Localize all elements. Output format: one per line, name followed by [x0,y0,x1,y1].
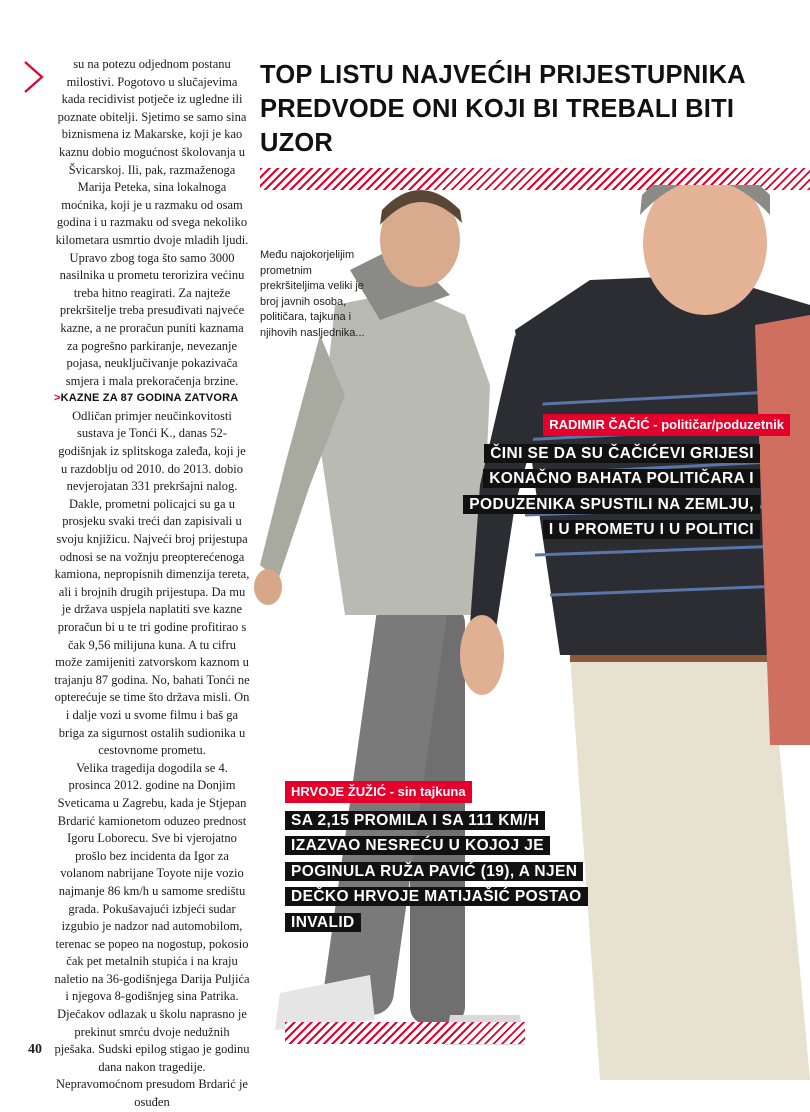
body-text-column [54,56,250,1112]
cacic-name-label: RADIMIR ČAČIĆ - političar/poduzetnik [543,414,790,436]
page-number: 40 [28,1042,42,1057]
body-paragraph: Odličan primjer neučinkovitosti sustava je Tonći K., danas 52-godišnjak iz splitskoga zaleđa, koji je u razdoblju od 2010. do 2013. dobio nevjerojatan 331 prekršajni nalog. Dakle, prometni policajci su ga u prosjeku svaki treći dan zapisivali u svoju knjižicu. Najveći broj prijestupa odnosi se na vožnju preopterećenoga kamiona, nepropisnih dimenzija tereta, ali i brojnih drugih prijestupa. Da mu je država uspjela naplatiti sve kazne proračun bi u te tri godine profitirao s čak 9,56 milijuna kuna. A tu cifru može zamijeniti zatvorskom kaznom u trajanju 87 godina. No, bahati Tonći ne opterećuje se time što država misli. On i dalje vozi u svome filmu i baš ga briga za sigurnost ostalih sudionika u cestovnome prometu. [54,408,250,758]
zuzic-name-label: HRVOJE ŽUŽIĆ - sin tajkuna [285,781,472,803]
older-man-figure [460,185,810,1080]
headline: TOP LISTU NAJVEĆIH PRIJESTUPNIKA PREDVODE ONI KOJI BI TREBALI BITI UZOR [260,61,745,157]
cacic-quote-text: ČINI SE DA SU ČAČIĆEVI GRIJESI KONAČNO BAHATA POLITIČARA I PODUZENIKA SPUSTILI NA ZEMLJU, I U PROMETU I U POLITICI [463,444,760,539]
subheading [54,390,250,408]
subheading-text: KAZNE ZA 87 GODINA ZATVORA [60,392,239,405]
chevron-right-icon [22,60,46,94]
zuzic-quote-text: SA 2,15 PROMILA I SA 111 KM/H IZAZVAO NESREĆU U KOJOJ JE POGINULA RUŽA PAVIĆ (19), A NJEN DEČKO HRVOJE MATIJAŠIĆ POSTAO INVALID [285,811,588,932]
intro-caption: Među najokorjelijim prometnim prekršiteljima veliki je broj javnih osoba, političara, tajkuna i njihovih nasljednika... [260,249,365,339]
body-paragraph: su na potezu odjednom postanu milostivi. Pogotovo u slučajevima kada recidivist potječe iz ugledne ili poznate obitelji. Sjetimo se samo sina biznismena iz Makarske, koji je kao kaznu dobio mogućnost školovanja u Švicarskoj. Ili, pak, razmaženoga Marija Peteka, sina lokalnoga moćnika, koji je u razmaku od osam godina i u razmaku od svega nekoliko kilometara usmrtio dvoje mladih ljudi. Upravo zbog toga što samo 3000 nasilnika u prometu terorizira većinu treba hitno reagirati. Za najteže prekršitelje treba presuđivati najveće kazne, a ne proračun puniti kaznama za pogrešno parkiranje, nevezanje pojasa, neuključivanje pokazivača smjera i mala prekoračenja brzine. [55,57,249,388]
body-paragraph: Velika tragedija dogodila se 4. prosinca 2012. godine na Donjim Sveticama u Zagrebu, kada je Stjepan Brdarić kamionetom oduzeo prednost Igoru Loborecu. Sve bi vjerojatno prošlo bez incidenta da Igor za volanom nabrijane Toyote nije vozio najmanje 86 km/h u samome središtu grada. Pokušavajući izbjeći sudar izgubio je nadzor nad automobilom, terenac se popeo na nogostup, pokosio čak pet metalnih stupića i na kraju naletio na 36-godišnjega Darija Puljića i njegova 8-godišnjeg sina Patrika. Dječakov odlazak u školu naprasno je prekinut smrću dvoje nedužnih pješaka. Sudski epilog stigao je godinu dana nakon tragedije. Nepravomoćnom presudom Brdarić je osuđen [54,760,250,1110]
subheading-marker: > [54,392,61,405]
zuzic-quote [285,808,605,935]
cacic-quote [460,441,760,543]
decorative-stripe-bottom [285,1022,525,1044]
